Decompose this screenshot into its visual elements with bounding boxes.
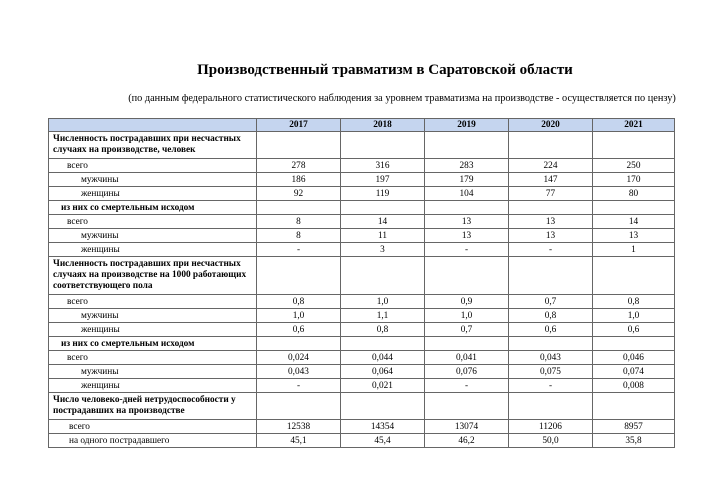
table-row: [49, 309, 675, 323]
value-cell: 179: [425, 173, 509, 187]
value-cell: 170: [593, 173, 675, 187]
value-cell: 0,075: [509, 365, 593, 379]
value-cell: 147: [509, 173, 593, 187]
value-cell: 0,043: [509, 351, 593, 365]
value-cell: 0,041: [425, 351, 509, 365]
table-row: [49, 351, 675, 365]
value-cell: 0,074: [593, 365, 675, 379]
value-cell: 0,043: [257, 365, 341, 379]
value-cell: 1,0: [341, 295, 425, 309]
value-cell: 0,6: [257, 323, 341, 337]
value-cell: [593, 201, 675, 215]
table-row: [49, 365, 675, 379]
row-label: Численность пострадавших при несчастных случаях на производстве, человек: [49, 132, 257, 159]
value-cell: [425, 201, 509, 215]
table-row: [49, 257, 675, 295]
value-cell: 0,008: [593, 379, 675, 393]
table-row: [49, 229, 675, 243]
value-cell: 0,8: [341, 323, 425, 337]
value-cell: [341, 337, 425, 351]
value-cell: 0,064: [341, 365, 425, 379]
row-label: всего: [49, 215, 257, 229]
row-label: всего: [49, 159, 257, 173]
value-cell: 104: [425, 187, 509, 201]
table-row: [49, 173, 675, 187]
header-year: 2020: [509, 119, 593, 132]
value-cell: 278: [257, 159, 341, 173]
value-cell: [509, 337, 593, 351]
header-year: 2017: [257, 119, 341, 132]
value-cell: [509, 201, 593, 215]
value-cell: 13: [509, 229, 593, 243]
table-row: [49, 215, 675, 229]
value-cell: 1,0: [257, 309, 341, 323]
row-label: из них со смертельным исходом: [49, 337, 257, 351]
table-row: [49, 434, 675, 448]
value-cell: 0,044: [341, 351, 425, 365]
value-cell: [425, 257, 509, 295]
value-cell: 3: [341, 243, 425, 257]
value-cell: [593, 132, 675, 159]
value-cell: 13074: [425, 420, 509, 434]
value-cell: [257, 257, 341, 295]
value-cell: [425, 132, 509, 159]
value-cell: 8: [257, 215, 341, 229]
value-cell: 0,8: [509, 309, 593, 323]
row-label: всего: [49, 295, 257, 309]
value-cell: [593, 257, 675, 295]
value-cell: 0,7: [509, 295, 593, 309]
header-year: 2021: [593, 119, 675, 132]
value-cell: 8: [257, 229, 341, 243]
row-label: мужчины: [49, 173, 257, 187]
value-cell: 1,0: [425, 309, 509, 323]
value-cell: 283: [425, 159, 509, 173]
value-cell: 0,046: [593, 351, 675, 365]
header-year: 2019: [425, 119, 509, 132]
value-cell: [257, 393, 341, 420]
table-row: [49, 323, 675, 337]
table-row: [49, 159, 675, 173]
table-row: [49, 337, 675, 351]
value-cell: 0,8: [257, 295, 341, 309]
table-row: [49, 379, 675, 393]
value-cell: 316: [341, 159, 425, 173]
value-cell: 0,8: [593, 295, 675, 309]
table-row: [49, 420, 675, 434]
row-label: Число человеко-дней нетрудоспособности у пострадавших на производстве: [49, 393, 257, 420]
value-cell: 13: [509, 215, 593, 229]
row-label: женщины: [49, 379, 257, 393]
value-cell: [341, 393, 425, 420]
value-cell: 1,0: [593, 309, 675, 323]
row-label: мужчины: [49, 309, 257, 323]
value-cell: [509, 257, 593, 295]
value-cell: 250: [593, 159, 675, 173]
value-cell: 197: [341, 173, 425, 187]
value-cell: [341, 257, 425, 295]
value-cell: [425, 337, 509, 351]
value-cell: [509, 393, 593, 420]
value-cell: 13: [425, 229, 509, 243]
row-label: женщины: [49, 243, 257, 257]
value-cell: [509, 132, 593, 159]
value-cell: [341, 132, 425, 159]
value-cell: 0,9: [425, 295, 509, 309]
value-cell: 50,0: [509, 434, 593, 448]
value-cell: -: [509, 243, 593, 257]
value-cell: 13: [593, 229, 675, 243]
row-label: всего: [49, 420, 257, 434]
value-cell: [257, 337, 341, 351]
row-label: мужчины: [49, 365, 257, 379]
value-cell: 0,076: [425, 365, 509, 379]
table-row: [49, 393, 675, 420]
row-label: женщины: [49, 187, 257, 201]
value-cell: 1: [593, 243, 675, 257]
value-cell: 0,024: [257, 351, 341, 365]
value-cell: -: [425, 379, 509, 393]
statistics-table: [48, 118, 675, 448]
row-label: мужчины: [49, 229, 257, 243]
value-cell: 46,2: [425, 434, 509, 448]
value-cell: [425, 393, 509, 420]
table-row: [49, 187, 675, 201]
row-label: женщины: [49, 323, 257, 337]
value-cell: 13: [425, 215, 509, 229]
value-cell: 186: [257, 173, 341, 187]
value-cell: [341, 201, 425, 215]
value-cell: 35,8: [593, 434, 675, 448]
value-cell: 11206: [509, 420, 593, 434]
value-cell: 12538: [257, 420, 341, 434]
value-cell: 14: [593, 215, 675, 229]
value-cell: 1,1: [341, 309, 425, 323]
row-label: из них со смертельным исходом: [49, 201, 257, 215]
value-cell: [257, 201, 341, 215]
value-cell: [593, 337, 675, 351]
value-cell: 0,6: [509, 323, 593, 337]
table-row: [49, 201, 675, 215]
value-cell: 224: [509, 159, 593, 173]
table-row: [49, 243, 675, 257]
row-label: Численность пострадавших при несчастных случаях на производстве на 1000 работающих соответствующего пола: [49, 257, 257, 295]
value-cell: -: [425, 243, 509, 257]
value-cell: 0,021: [341, 379, 425, 393]
value-cell: 11: [341, 229, 425, 243]
value-cell: 45,4: [341, 434, 425, 448]
row-label: на одного пострадавшего: [49, 434, 257, 448]
value-cell: 14354: [341, 420, 425, 434]
table-row: [49, 132, 675, 159]
value-cell: -: [509, 379, 593, 393]
value-cell: 0,6: [593, 323, 675, 337]
page-subtitle: (по данным федерального статистического наблюдения за уровнем травматизма на производстве - осуществляется по цензу): [128, 93, 676, 104]
value-cell: -: [257, 379, 341, 393]
value-cell: 8957: [593, 420, 675, 434]
value-cell: [257, 132, 341, 159]
value-cell: 45,1: [257, 434, 341, 448]
row-label: всего: [49, 351, 257, 365]
value-cell: 119: [341, 187, 425, 201]
value-cell: 80: [593, 187, 675, 201]
value-cell: 77: [509, 187, 593, 201]
value-cell: 92: [257, 187, 341, 201]
header-label-cell: [49, 119, 257, 132]
value-cell: -: [257, 243, 341, 257]
page-title: Производственный травматизм в Саратовской области: [197, 62, 573, 78]
value-cell: 14: [341, 215, 425, 229]
table-header-row: [49, 119, 675, 132]
table-row: [49, 295, 675, 309]
value-cell: [593, 393, 675, 420]
header-year: 2018: [341, 119, 425, 132]
value-cell: 0,7: [425, 323, 509, 337]
